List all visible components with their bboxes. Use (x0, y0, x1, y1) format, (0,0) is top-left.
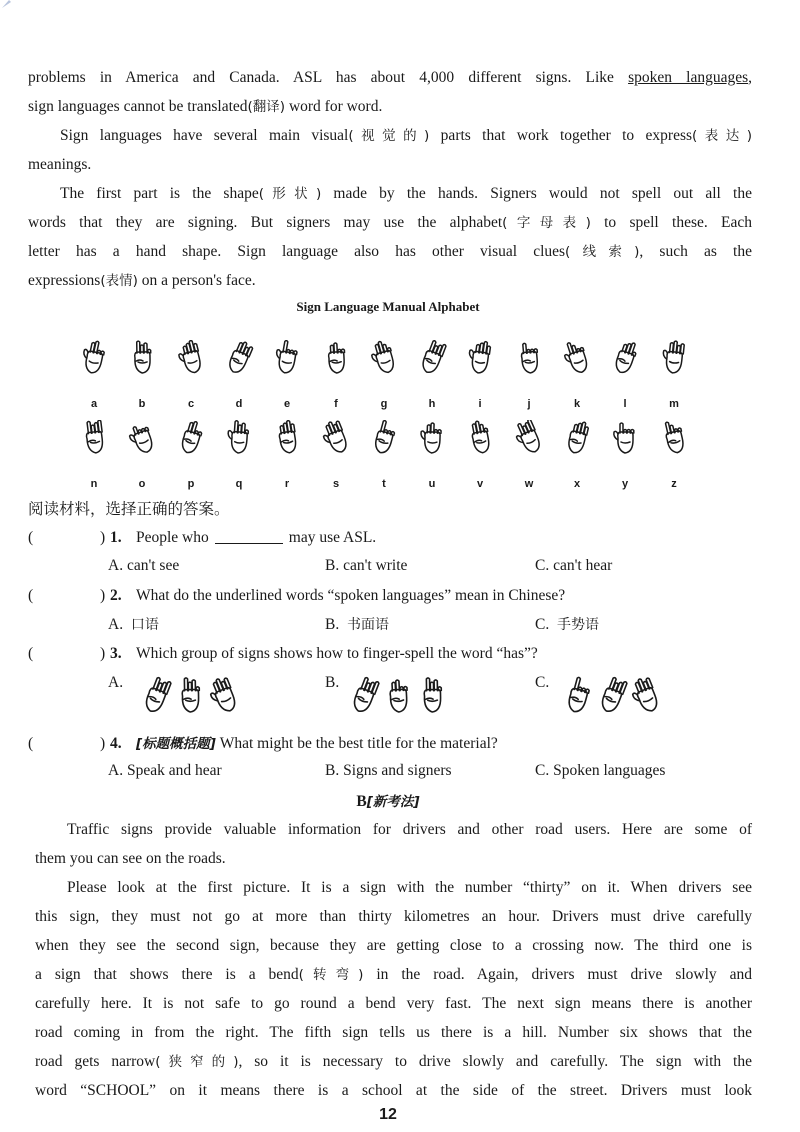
hand-sign-icon (416, 676, 448, 716)
hand-sign-t-icon (369, 420, 399, 456)
hand-sign-icon (562, 676, 594, 716)
hand-sign-b-icon (127, 340, 157, 376)
passage-a-line: meanings. (28, 156, 92, 173)
sign-l (601, 340, 649, 410)
question-text: What do the underlined words “spoken languages” mean in Chinese? (136, 587, 566, 604)
section-b-heading: B[新考法] (356, 793, 420, 810)
hand-sign-o-icon (127, 420, 157, 456)
sign-z (650, 420, 698, 490)
question-2: ( ) 2. What do the underlined words “spoken languages” mean in Chinese? (28, 582, 768, 610)
sign-letter-label: k (573, 398, 581, 410)
hand-sign-c-icon (176, 340, 206, 376)
hand-sign-x-icon (562, 420, 592, 456)
sign-v (456, 420, 504, 490)
sign-d (215, 340, 263, 410)
passage-b-line: word “SCHOOL” on it means there is a school at the side of the street. Drivers must look (35, 1082, 752, 1099)
option-a[interactable]: A. can't see (108, 557, 180, 574)
sign-e (263, 340, 311, 410)
passage-a-line: problems in America and Canada. ASL has about 4,000 different signs. Like spoken languages, (28, 69, 752, 86)
sign-o (118, 420, 166, 490)
hand-sign-icon (208, 676, 240, 716)
option-b-label[interactable]: B. (325, 674, 340, 691)
passage-b-line: Please look at the first picture. It is a sign with the number “thirty” on it. When drivers see (67, 879, 752, 896)
corner-mark (2, 0, 12, 8)
sign-letter-label: y (621, 478, 629, 490)
sign-letter-label: i (478, 398, 482, 410)
alphabet-row-1 (70, 340, 730, 410)
sign-j (505, 340, 553, 410)
sign-w (505, 420, 553, 490)
hand-sign-r-icon (272, 420, 302, 456)
sign-letter-label: s (332, 478, 340, 490)
sign-letter-label: e (283, 398, 291, 410)
passage-b-line: road gets narrow(狭窄的), so it is necessary to drive slowly and carefully. The sign with the (35, 1053, 752, 1070)
sign-letter-label: g (380, 398, 388, 410)
hand-sign-v-icon (465, 420, 495, 456)
sign-u (408, 420, 456, 490)
sign-letter-label: n (90, 478, 98, 490)
answer-paren-close: ) (100, 529, 106, 546)
sign-h (408, 340, 456, 410)
sign-letter-label: c (187, 398, 195, 410)
hand-sign-j-icon (514, 340, 544, 376)
passage-b-line: a sign that shows there is a bend(转弯) in the road. Again, drivers must drive slowly and (35, 966, 752, 983)
answer-paren-open: ( (28, 529, 34, 546)
sign-n (70, 420, 118, 490)
option-b[interactable]: B. Signs and signers (325, 762, 452, 779)
passage-b-line: when they see the second sign, because they are getting close to a crossing now. The third one is (35, 937, 752, 954)
sign-y (601, 420, 649, 490)
hand-sign-i-icon (465, 340, 495, 376)
question-number: 1. (110, 529, 122, 546)
hand-sign-w-icon (514, 420, 544, 456)
hand-sign-s-icon (321, 420, 351, 456)
sign-letter-label: j (527, 398, 531, 410)
alphabet-title: Sign Language Manual Alphabet (296, 299, 480, 314)
sign-letter-label: o (138, 478, 146, 490)
option-a[interactable]: A. Speak and hear (108, 762, 222, 779)
question-3: ( ) 3. Which group of signs shows how to finger-spell the word “has”? (28, 640, 768, 668)
passage-b-line: this sign, they must not go at more than thirty kilometres an hour. Drivers must drive carefully (35, 908, 752, 925)
sign-letter-label: a (90, 398, 98, 410)
passage-a-line: sign languages cannot be translated(翻译) word for word. (28, 98, 383, 115)
hand-sign-icon (174, 676, 206, 716)
question-1 (28, 524, 768, 552)
sign-t (360, 420, 408, 490)
passage-b-line: Traffic signs provide valuable information for drivers and other road users. Here are some of (67, 821, 752, 838)
hand-sign-icon (630, 676, 662, 716)
sign-letter-label: x (573, 478, 581, 490)
sign-c (167, 340, 215, 410)
sign-letter-label: v (476, 478, 484, 490)
hand-sign-icon (382, 676, 414, 716)
hand-sign-icon (140, 676, 172, 716)
sign-m (650, 340, 698, 410)
sign-k (553, 340, 601, 410)
question-4: ( ) 4. [标题概括题] What might be the best title for the material? (28, 730, 768, 758)
option-a-label[interactable]: A. (108, 674, 124, 691)
hand-sign-l-icon (610, 340, 640, 376)
hand-sign-u-icon (417, 420, 447, 456)
sign-letter-label: f (334, 398, 338, 410)
option-b[interactable]: B. can't write (325, 557, 408, 574)
option-c-label[interactable]: C. (535, 674, 550, 691)
sign-letter-label: d (235, 398, 243, 410)
hand-sign-icon (596, 676, 628, 716)
sign-a (70, 340, 118, 410)
sign-letter-label: q (235, 478, 243, 490)
hand-sign-e-icon (272, 340, 302, 376)
passage-a-line: expressions(表情) on a person's face. (28, 272, 256, 289)
hand-sign-k-icon (562, 340, 592, 376)
passage-b-line: carefully here. It is not safe to go round a bend very fast. The next sign means there is another (35, 995, 752, 1012)
hand-sign-h-icon (417, 340, 447, 376)
instructions: 阅读材料，选择正确的答案。 (28, 500, 230, 518)
option-c[interactable]: C. Spoken languages (535, 762, 666, 779)
sign-letter-label: l (623, 398, 627, 410)
sign-r (263, 420, 311, 490)
sign-q (215, 420, 263, 490)
sign-b (118, 340, 166, 410)
sign-letter-label: z (671, 478, 677, 490)
alphabet-row-2 (70, 420, 730, 490)
hand-sign-q-icon (224, 420, 254, 456)
hand-sign-m-icon (659, 340, 689, 376)
answer-blank[interactable] (215, 543, 283, 544)
hand-sign-n-icon (79, 420, 109, 456)
underlined-spoken-languages: spoken languages (628, 69, 749, 86)
hand-sign-z-icon (659, 420, 689, 456)
passage-a-line: words that they are signing. But signers may use the alphabet(字母表) to spell these. Each (28, 214, 752, 231)
option-a[interactable]: A. 口语 (108, 616, 159, 633)
sign-letter-label: w (524, 478, 534, 490)
sign-letter-label: p (187, 478, 195, 490)
hand-sign-d-icon (224, 340, 254, 376)
sign-letter-label: b (138, 398, 146, 410)
hand-sign-f-icon (321, 340, 351, 376)
sign-x (553, 420, 601, 490)
passage-a-line: The first part is the shape(形状) made by the hands. Signers would not spell out all the (60, 185, 752, 202)
option-b[interactable]: B. 书面语 (325, 616, 389, 633)
question-text: People who may use ASL. (136, 529, 377, 546)
page-number: 12 (379, 1106, 397, 1123)
passage-b-line: road coming in from the right. The fifth sign tells us there is a hill. Number six shows that the (35, 1024, 752, 1041)
sign-letter-label: h (428, 398, 436, 410)
sign-f (312, 340, 360, 410)
hand-sign-g-icon (369, 340, 399, 376)
hand-sign-a-icon (79, 340, 109, 376)
sign-i (456, 340, 504, 410)
passage-a-line: Sign languages have several main visual(视觉的) parts that work together to express(表达) (60, 127, 752, 144)
question-tag: [标题概括题] (136, 736, 216, 752)
sign-letter-label: u (428, 478, 436, 490)
sign-letter-label: m (669, 398, 679, 410)
question-text: Which group of signs shows how to finger-spell the word “has”? (136, 645, 538, 662)
option-c[interactable]: C. can't hear (535, 557, 613, 574)
hand-sign-icon (348, 676, 380, 716)
sign-letter-label: t (382, 478, 386, 490)
sign-p (167, 420, 215, 490)
sign-s (312, 420, 360, 490)
hand-sign-p-icon (176, 420, 206, 456)
option-c[interactable]: C. 手势语 (535, 616, 599, 633)
sign-letter-label: r (284, 478, 290, 490)
question-text: [标题概括题] What might be the best title for the material? (136, 735, 498, 752)
hand-sign-y-icon (610, 420, 640, 456)
passage-b-line: them you can see on the roads. (35, 850, 226, 867)
sign-g (360, 340, 408, 410)
passage-a-line: letter has a hand shape. Sign language also has other visual clues(线索), such as the (28, 243, 752, 260)
